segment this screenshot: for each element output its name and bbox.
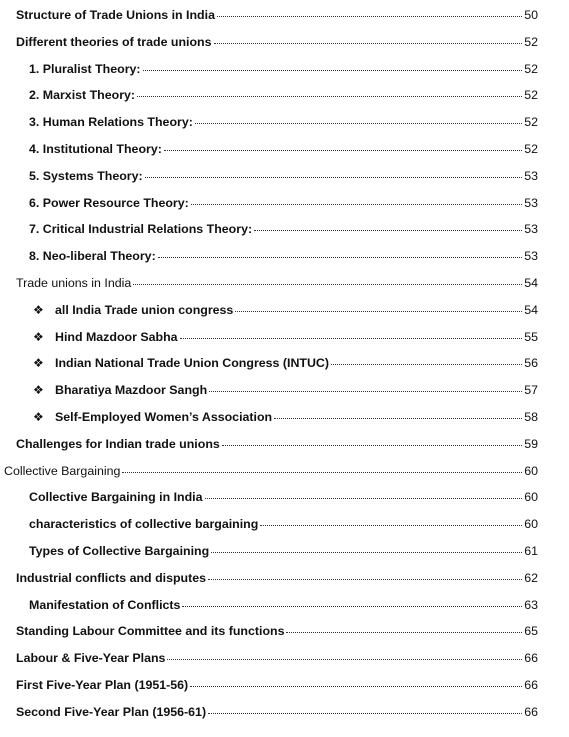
bullet-diamond-icon: ❖ [33,356,44,371]
toc-entry[interactable] [0,538,569,565]
toc-entry-page-number: 52 [524,141,538,156]
toc-entry-page-number: 53 [524,249,538,264]
toc-entry-page-number: 59 [524,436,538,451]
dot-leader [260,525,522,526]
toc-entry-title: Collective Bargaining in India [29,490,203,505]
toc-entry-page-number: 52 [524,34,538,49]
dot-leader [205,498,523,499]
toc-entry-title: 5. Systems Theory: [29,168,143,183]
toc-entry[interactable] [0,324,569,351]
toc-entry[interactable] [0,136,569,163]
toc-entry-title: Standing Labour Committee and its functions [16,624,285,639]
toc-entry[interactable] [0,163,569,190]
dot-leader [331,364,522,365]
toc-entry[interactable] [0,458,569,485]
dot-leader [133,284,522,285]
bullet-diamond-icon: ❖ [33,409,44,424]
table-of-contents [0,2,569,726]
toc-entry-title: Manifestation of Conflicts [29,597,181,612]
toc-entry[interactable] [0,645,569,672]
dot-leader [137,96,522,97]
dot-leader [217,16,522,17]
toc-entry[interactable] [0,484,569,511]
toc-entry-page-number: 61 [524,543,538,558]
dot-leader [167,659,522,660]
dot-leader [254,230,522,231]
toc-entry-title: Bharatiya Mazdoor Sangh [55,383,208,398]
toc-entry-title: 4. Institutional Theory: [29,141,162,156]
toc-entry-title: 6. Power Resource Theory: [29,195,189,210]
dot-leader [214,43,523,44]
toc-entry[interactable] [0,672,569,699]
dot-leader [222,445,522,446]
dot-leader [164,150,522,151]
toc-entry-page-number: 66 [524,677,538,692]
dot-leader [274,418,522,419]
toc-entry-page-number: 54 [524,302,538,317]
toc-entry-page-number: 50 [524,8,538,22]
toc-entry-page-number: 63 [524,597,538,612]
toc-entry-page-number: 56 [524,356,538,371]
toc-entry-title: Collective Bargaining [4,463,121,478]
toc-entry[interactable] [0,297,569,324]
toc-entry-page-number: 53 [524,195,538,210]
toc-entry-page-number: 53 [524,222,538,237]
toc-entry-page-number: 57 [524,383,538,398]
dot-leader [191,204,522,205]
toc-entry[interactable] [0,216,569,243]
toc-entry-page-number: 53 [524,168,538,183]
toc-entry-page-number: 52 [524,61,538,76]
toc-entry[interactable] [0,190,569,217]
toc-entry-title: Industrial conflicts and disputes [16,570,207,585]
toc-entry-page-number: 66 [524,704,538,719]
toc-entry-page-number: 55 [524,329,538,344]
toc-entry[interactable] [0,270,569,297]
dot-leader [208,713,522,714]
dot-leader [122,472,522,473]
toc-entry-title: Indian National Trade Union Congress (INTUC) [55,356,329,371]
dot-leader [158,257,523,258]
toc-entry-title: 7. Critical Industrial Relations Theory: [29,222,253,237]
toc-entry[interactable] [0,511,569,538]
toc-entry-page-number: 58 [524,409,538,424]
toc-entry[interactable] [0,404,569,431]
dot-leader [190,686,522,687]
toc-entry[interactable] [0,431,569,458]
toc-entry[interactable] [0,592,569,619]
toc-entry[interactable] [0,618,569,645]
toc-entry-title: 8. Neo-liberal Theory: [29,249,156,264]
dot-leader [180,338,523,339]
dot-leader [143,70,523,71]
toc-entry-title: 2. Marxist Theory: [29,88,136,103]
dot-leader [208,579,522,580]
toc-entry-title: 1. Pluralist Theory: [29,61,141,76]
toc-entry-title: Types of Collective Bargaining [29,543,210,558]
toc-entry-title: 3. Human Relations Theory: [29,115,193,130]
dot-leader [182,606,522,607]
toc-entry-page-number: 66 [524,651,538,666]
toc-entry[interactable] [0,56,569,83]
toc-entry[interactable] [0,109,569,136]
toc-entry-page-number: 54 [524,275,538,290]
toc-entry[interactable] [0,29,569,56]
toc-entry[interactable] [0,243,569,270]
toc-entry[interactable] [0,82,569,109]
dot-leader [286,632,522,633]
toc-entry-page-number: 60 [524,490,538,505]
dot-leader [209,391,522,392]
dot-leader [235,311,522,312]
toc-entry[interactable] [0,377,569,404]
toc-entry-title: Challenges for Indian trade unions [16,436,220,451]
toc-entry-title: Structure of Trade Unions in India [16,8,215,22]
toc-entry-title: characteristics of collective bargaining [29,517,259,532]
toc-entry-title: Hind Mazdoor Sabha [55,329,178,344]
toc-entry-page-number: 52 [524,88,538,103]
toc-entry-page-number: 62 [524,570,538,585]
toc-entry-page-number: 52 [524,115,538,130]
toc-entry-title: Self-Employed Women’s Association [55,409,273,424]
bullet-diamond-icon: ❖ [33,383,44,398]
dot-leader [195,123,522,124]
toc-entry-title: First Five-Year Plan (1951-56) [16,677,189,692]
toc-entry-title: Trade unions in India [16,275,132,290]
toc-entry[interactable] [0,350,569,377]
toc-entry-page-number: 60 [524,517,538,532]
toc-entry[interactable] [0,2,569,29]
dot-leader [145,177,523,178]
toc-entry-title: all India Trade union congress [55,302,234,317]
toc-entry-page-number: 65 [524,624,538,639]
toc-entry-title: Different theories of trade unions [16,34,212,49]
toc-entry-title: Labour & Five-Year Plans [16,651,166,666]
bullet-diamond-icon: ❖ [33,329,44,344]
bullet-diamond-icon: ❖ [33,302,44,317]
toc-entry[interactable] [0,699,569,726]
dot-leader [211,552,522,553]
toc-entry-page-number: 60 [524,463,538,478]
toc-entry-title: Second Five-Year Plan (1956-61) [16,704,207,719]
toc-entry[interactable] [0,565,569,592]
